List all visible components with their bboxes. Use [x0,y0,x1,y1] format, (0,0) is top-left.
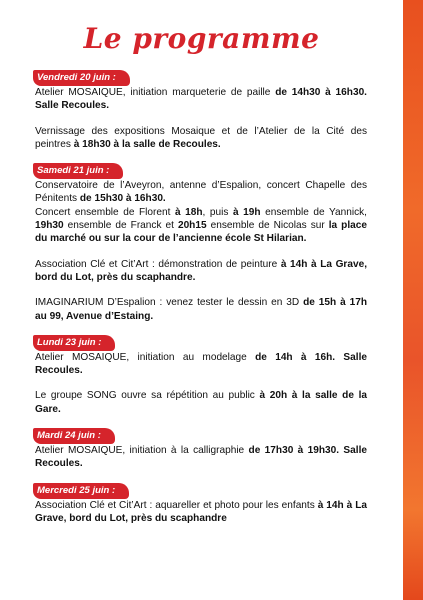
page-title: Le programme [83,22,320,55]
entry-text: Le groupe SONG ouvre sa répétition au public [35,390,260,402]
day-section-samedi [35,163,367,323]
programme-entry [35,296,367,323]
entry-text: ensemble de Yannick, [260,206,367,218]
entry-time-place: de 17h30 à 19h30. Salle Recoules. [35,445,367,470]
programme-entry [35,258,367,285]
entry-time-place: à 20h à la salle de la Gare. [35,390,367,415]
day-badge: Lundi 23 juin : [33,335,115,351]
day-badge: Mardi 24 juin : [33,428,115,444]
programme-entry [35,179,367,245]
entry-text: Atelier MOSAIQUE, initiation marqueterie de paille [35,87,276,98]
programme-entry [35,499,367,526]
day-badge: Vendredi 20 juin : [33,70,130,86]
entry-text: Association Clé et Cit’Art : démonstration de peinture [35,258,281,270]
programme-entry [35,125,367,152]
entry-time-place: de 15h30 à 16h30. [79,193,166,205]
programme-entry [35,351,367,378]
entry-time-place: à 18h30 à la salle de Recoules. [73,138,221,150]
entry-time-place: de 15h à 17h au 99, Avenue d’Estaing. [35,297,367,322]
entry-text: ensemble de Nicolas sur [206,220,329,232]
entry-text: Association Clé et Cit’Art : aquareller et photo pour les enfants [35,499,318,511]
entry-text: Vernissage des expositions Mosaique et de l’Atelier de la Cité des peintres [35,125,367,150]
entry-time-place: à 14h à La Grave, bord du Lot, près du scaphandre [35,499,367,524]
day-section-vendredi [35,70,367,151]
day-badge: Mercredi 25 juin : [33,483,129,499]
entry-text: Concert ensemble de Florent [35,206,175,218]
programme-entry [35,86,367,113]
decorative-side-band [403,0,423,600]
entry-text: , puis [202,206,233,218]
day-badge: Samedi 21 juin : [33,163,123,179]
entry-text: IMAGINARIUM D’Espalion : venez tester le dessin en 3D [35,297,304,309]
day-section-mercredi [35,483,367,526]
programme-content [35,70,367,525]
entry-time-place: à 14h à La Grave, bord du Lot, près du scaphandre. [35,258,367,283]
entry-time-place: de 14h30 à 16h30. Salle Recoules. [35,87,367,112]
entry-text: Atelier MOSAIQUE, initiation à la calligraphie [35,445,249,457]
entry-text: Conservatoire de l’Aveyron, antenne d’Espalion, concert Chapelle des Pénitents [35,180,367,205]
entry-time: 20h15 [177,220,207,232]
programme-entry [35,444,367,471]
day-section-lundi [35,335,367,416]
entry-time-place: de 14h à 16h. Salle Recoules. [35,351,367,377]
entry-time: à 18h [174,206,203,218]
entry-time: à 19h [232,206,261,218]
entry-text: ensemble de Franck et [63,220,178,232]
day-section-mardi [35,428,367,471]
entry-text: Atelier MOSAIQUE, initiation au modelage [35,351,256,363]
entry-place: la place du marché ou sur la cour de l’ancienne école St Hilarian. [35,220,367,245]
programme-entry [35,389,367,416]
entry-time: 19h30 [35,220,64,232]
